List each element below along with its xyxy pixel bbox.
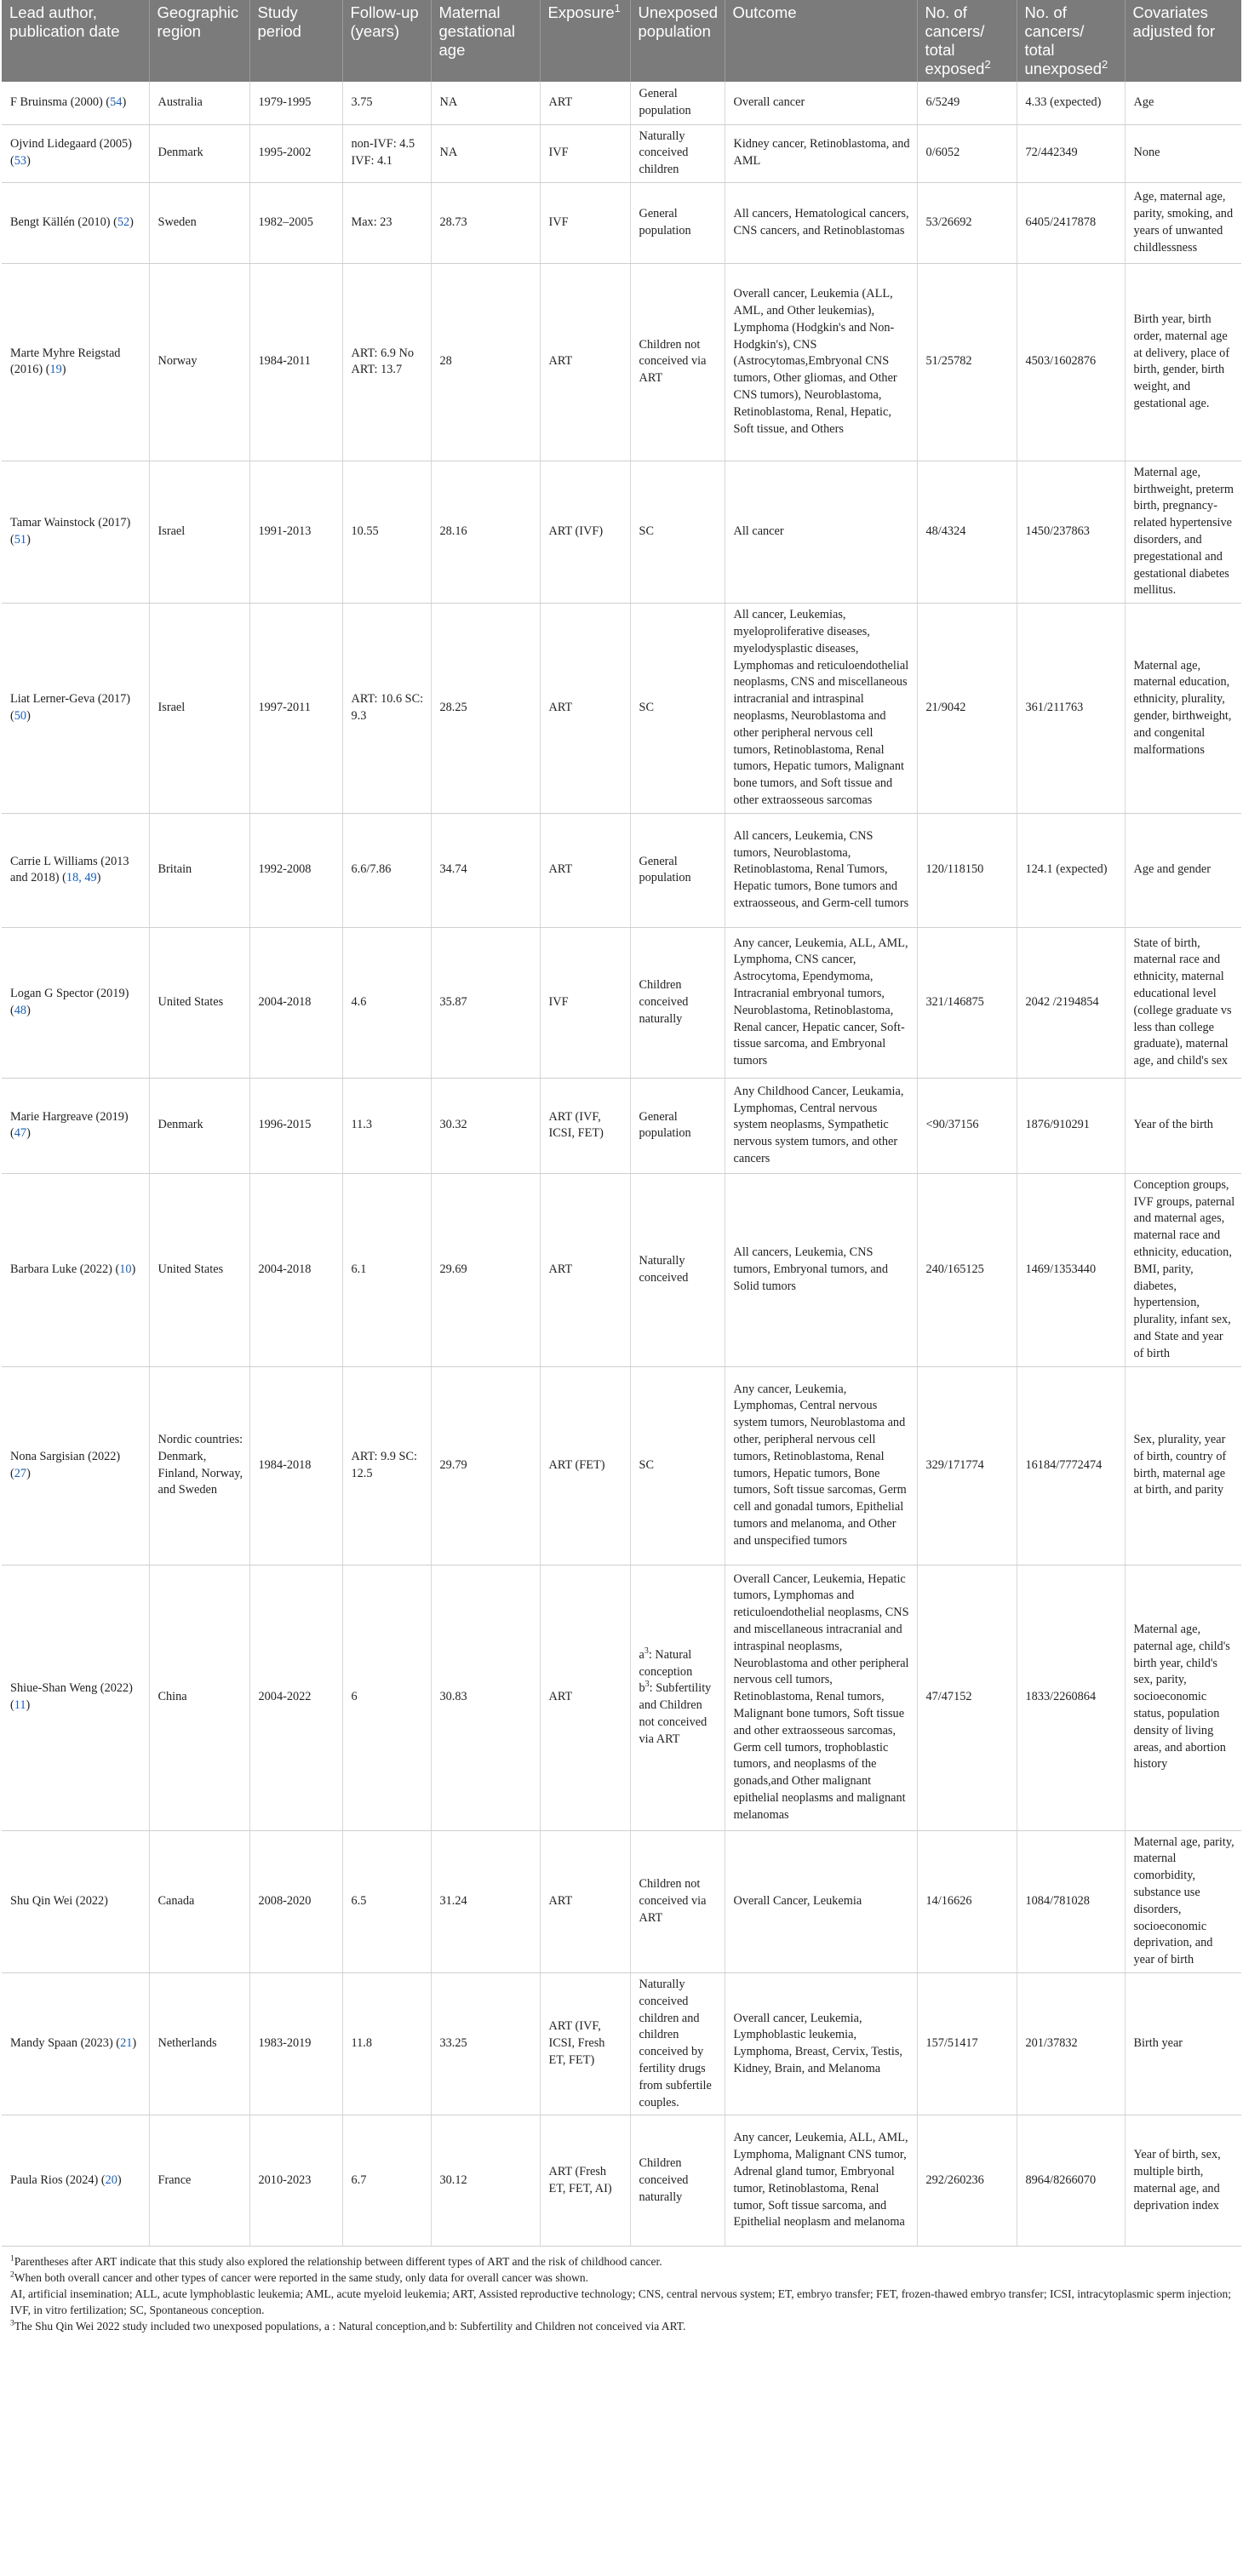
author-cell: Bengt Källén (2010) (52)	[2, 182, 149, 263]
period-cell: 2010-2023	[249, 2115, 342, 2247]
outcome-cell: Overall Cancer, Leukemia	[725, 1830, 917, 1972]
period-cell: 2004-2022	[249, 1565, 342, 1830]
unexposed-count-cell: 16184/7772474	[1017, 1366, 1125, 1565]
region-cell: Denmark	[149, 1078, 249, 1173]
reference-link[interactable]: 19	[49, 363, 62, 377]
maternal-age-cell: 30.12	[431, 2115, 540, 2247]
region-cell: China	[149, 1565, 249, 1830]
outcome-cell: Overall Cancer, Leukemia, Hepatic tumors, Lymphomas and reticuloendothelial neoplasms, CNS and miscellaneous intracranial and intraspinal neoplasms, Neuroblastoma and other peripheral nervous cell tumors, Retinoblastoma, Renal tumors, Malignant bone tumors, Soft tissue and other extraosseous sarcomas, Germ cell tumors, trophoblastic tumors, and neoplasms of the gonads,and Other malignant epithelial neoplasms and malignant melanomas	[725, 1565, 917, 1830]
author-cell: Tamar Wainstock (2017) (51)	[2, 461, 149, 603]
table-row	[2, 1366, 1241, 1565]
region-cell: France	[149, 2115, 249, 2247]
maternal-age-cell: 29.79	[431, 1366, 540, 1565]
reference-link[interactable]: 11	[14, 1698, 26, 1713]
covariates-cell: Age and gender	[1125, 813, 1241, 927]
maternal-age-cell: 29.69	[431, 1173, 540, 1366]
table-row	[2, 1565, 1241, 1830]
followup-cell: 6.5	[342, 1830, 431, 1972]
region-cell: United States	[149, 927, 249, 1078]
followup-cell: 6.1	[342, 1173, 431, 1366]
maternal-age-cell: 28	[431, 263, 540, 461]
outcome-cell: Overall cancer, Leukemia, Lymphoblastic leukemia, Lymphoma, Breast, Cervix, Testis, Kidney, Brain, and Melanoma	[725, 1972, 917, 2115]
exposure-cell: IVF	[540, 124, 630, 182]
author-cell: Shiue-Shan Weng (2022) (11)	[2, 1565, 149, 1830]
outcome-cell: Any cancer, Leukemia, ALL, AML, Lymphoma, Malignant CNS tumor, Adrenal gland tumor, Embryonal tumor, Retinoblastoma, Renal tumor, Soft tissue sarcoma, and Epithelial neoplasm and melanoma	[725, 2115, 917, 2247]
followup-cell: Max: 23	[342, 182, 431, 263]
outcome-cell: All cancers, Hematological cancers, CNS cancers, and Retinoblastomas	[725, 182, 917, 263]
unexposed-cell: Children not conceived via ART	[630, 1830, 725, 1972]
covariates-cell: Sex, plurality, year of birth, country of birth, maternal age at birth, and parity	[1125, 1366, 1241, 1565]
author-cell: Nona Sargisian (2022) (27)	[2, 1366, 149, 1565]
period-cell: 2004-2018	[249, 927, 342, 1078]
unexposed-cell: Naturally conceived children	[630, 124, 725, 182]
unexposed-count-cell: 1469/1353440	[1017, 1173, 1125, 1366]
unexposed-cell: SC	[630, 461, 725, 603]
author-cell: Marte Myhre Reigstad (2016) (19)	[2, 263, 149, 461]
exposure-cell: ART	[540, 1830, 630, 1972]
exposure-cell: ART (IVF, ICSI, FET)	[540, 1078, 630, 1173]
unexposed-count-cell: 361/211763	[1017, 604, 1125, 814]
covariates-cell: Maternal age, birthweight, preterm birth, pregnancy-related hypertensive disorders, and pregestational and gestational diabetes mellitus.	[1125, 461, 1241, 603]
followup-cell: 3.75	[342, 82, 431, 124]
period-cell: 1982–2005	[249, 182, 342, 263]
covariates-cell: Birth year	[1125, 1972, 1241, 2115]
outcome-cell: Overall cancer, Leukemia (ALL, AML, and Other leukemias), Lymphoma (Hodgkin's and Non-Hodgkin's), CNS (Astrocytomas,Embryonal CNS tumors, Other gliomas, and Other CNS tumors), Neuroblastoma, Retinoblastoma, Renal, Hepatic, Soft tissue, and Others	[725, 263, 917, 461]
outcome-cell: All cancer	[725, 461, 917, 603]
header-covariates: Covariates adjusted for	[1125, 0, 1241, 82]
region-cell: Canada	[149, 1830, 249, 1972]
unexposed-cell: General population	[630, 1078, 725, 1173]
region-cell: Britain	[149, 813, 249, 927]
region-cell: Sweden	[149, 182, 249, 263]
unexposed-count-cell: 1084/781028	[1017, 1830, 1125, 1972]
outcome-cell: Any Childhood Cancer, Leukamia, Lymphomas, Central nervous system neoplasms, Sympathetic nervous system tumors, and other cancers	[725, 1078, 917, 1173]
outcome-cell: Kidney cancer, Retinoblastoma, and AML	[725, 124, 917, 182]
period-cell: 1991-2013	[249, 461, 342, 603]
author-cell: Paula Rios (2024) (20)	[2, 2115, 149, 2247]
outcome-cell: Overall cancer	[725, 82, 917, 124]
unexposed-cell: General population	[630, 82, 725, 124]
maternal-age-cell: 30.32	[431, 1078, 540, 1173]
reference-link[interactable]: 10	[119, 1262, 132, 1276]
author-cell: Liat Lerner-Geva (2017) (50)	[2, 604, 149, 814]
period-cell: 1984-2018	[249, 1366, 342, 1565]
followup-cell: non-IVF: 4.5 IVF: 4.1	[342, 124, 431, 182]
unexposed-count-cell: 4503/1602876	[1017, 263, 1125, 461]
exposure-cell: IVF	[540, 927, 630, 1078]
exposed-count-cell: 321/146875	[917, 927, 1017, 1078]
study-table	[2, 0, 1241, 2247]
maternal-age-cell: 28.73	[431, 182, 540, 263]
maternal-age-cell: 33.25	[431, 1972, 540, 2115]
reference-link[interactable]: 27	[14, 1466, 27, 1480]
reference-link[interactable]: 18, 49	[66, 871, 97, 885]
author-cell: Mandy Spaan (2023) (21)	[2, 1972, 149, 2115]
footnote-abbreviations: AI, artificial insemination; ALL, acute lymphoblastic leukemia; AML, acute myeloid leukemia; ART, Assisted reproductive technology; CNS, central nervous system; ET, embryo transfer; FET, frozen-thawed embryo transfer; ICSI, intracytoplasmic sperm injection; IVF, in vitro fertilization; SC, Spontaneous conception.	[10, 2287, 1231, 2317]
exposed-count-cell: 14/16626	[917, 1830, 1017, 1972]
exposure-cell: ART (FET)	[540, 1366, 630, 1565]
followup-cell: 4.6	[342, 927, 431, 1078]
maternal-age-cell: 34.74	[431, 813, 540, 927]
table-row	[2, 1078, 1241, 1173]
exposed-count-cell: 47/47152	[917, 1565, 1017, 1830]
covariates-cell: Age	[1125, 82, 1241, 124]
exposed-count-cell: 0/6052	[917, 124, 1017, 182]
period-cell: 1983-2019	[249, 1972, 342, 2115]
outcome-cell: All cancer, Leukemias, myeloproliferative diseases, myelodysplastic diseases, Lymphomas and reticuloendothelial neoplasms, CNS and miscellaneous intracranial and intraspinal neoplasms, Neuroblastoma and other peripheral nervous cell tumors, Retinoblastoma, Renal tumors, Hepatic tumors, Malignant bone tumors, and Soft tissue and other extraosseous sarcomas	[725, 604, 917, 814]
header-followup: Follow-up (years)	[342, 0, 431, 82]
header-maternal-age: Maternal gestational age	[431, 0, 540, 82]
covariates-cell: Age, maternal age, parity, smoking, and years of unwanted childlessness	[1125, 182, 1241, 263]
unexposed-cell: Children conceived naturally	[630, 927, 725, 1078]
region-cell: Israel	[149, 604, 249, 814]
header-author: Lead author, publication date	[2, 0, 149, 82]
table-footnotes	[2, 2247, 1241, 2334]
exposed-count-cell: 51/25782	[917, 263, 1017, 461]
maternal-age-cell: 35.87	[431, 927, 540, 1078]
covariates-cell: State of birth, maternal race and ethnicity, maternal educational level (college graduate vs less than college graduate), maternal age, and child's sex	[1125, 927, 1241, 1078]
header-exposure: Exposure$^1$	[540, 0, 630, 82]
period-cell: 2008-2020	[249, 1830, 342, 1972]
maternal-age-cell: 28.25	[431, 604, 540, 814]
region-cell: Denmark	[149, 124, 249, 182]
table-row	[2, 263, 1241, 461]
followup-cell: 6	[342, 1565, 431, 1830]
period-cell: 2004-2018	[249, 1173, 342, 1366]
outcome-cell: Any cancer, Leukemia, ALL, AML, Lymphoma, CNS cancer, Astrocytoma, Ependymoma, Intracranial embryonal tumors, Neuroblastoma, Retinoblastoma, Renal cancer, Hepatic cancer, Soft-tissue sarcoma, and Embryonal tumors	[725, 927, 917, 1078]
exposure-cell: ART (IVF, ICSI, Fresh ET, FET)	[540, 1972, 630, 2115]
header-unexposed: Unexposed population	[630, 0, 725, 82]
table-row	[2, 927, 1241, 1078]
table-row	[2, 124, 1241, 182]
header-unexposed-count: No. of cancers/ total unexposed$^2$	[1017, 0, 1125, 82]
period-cell: 1984-2011	[249, 263, 342, 461]
exposure-cell: ART (IVF)	[540, 461, 630, 603]
region-cell: Israel	[149, 461, 249, 603]
unexposed-cell: General population	[630, 813, 725, 927]
followup-cell: ART: 6.9 No ART: 13.7	[342, 263, 431, 461]
unexposed-cell: Children not conceived via ART	[630, 263, 725, 461]
table-row	[2, 461, 1241, 603]
table-row	[2, 182, 1241, 263]
unexposed-count-cell: 8964/8266070	[1017, 2115, 1125, 2247]
author-cell: Carrie L Williams (2013 and 2018) (18, 49)	[2, 813, 149, 927]
reference-link[interactable]: 53	[14, 154, 27, 169]
author-cell: Logan G Spector (2019) (48)	[2, 927, 149, 1078]
covariates-cell: Maternal age, parity, maternal comorbidity, substance use disorders, socioeconomic deprivation, and year of birth	[1125, 1830, 1241, 1972]
followup-cell: 11.8	[342, 1972, 431, 2115]
reference-link[interactable]: 51	[14, 533, 27, 547]
reference-link[interactable]: 52	[117, 215, 130, 229]
period-cell: 1992-2008	[249, 813, 342, 927]
unexposed-cell: SC	[630, 1366, 725, 1565]
period-cell: 1979-1995	[249, 82, 342, 124]
exposed-count-cell: 48/4324	[917, 461, 1017, 603]
followup-cell: 6.7	[342, 2115, 431, 2247]
exposed-count-cell: 53/26692	[917, 182, 1017, 263]
outcome-cell: All cancers, Leukemia, CNS tumors, Neuroblastoma, Retinoblastoma, Renal Tumors, Hepatic tumors, Bone tumors and extraosseous, and Germ-cell tumors	[725, 813, 917, 927]
exposure-cell: ART	[540, 1173, 630, 1366]
unexposed-count-cell: 2042 /2194854	[1017, 927, 1125, 1078]
table-row	[2, 1972, 1241, 2115]
table-row	[2, 82, 1241, 124]
period-cell: 1995-2002	[249, 124, 342, 182]
covariates-cell: Conception groups, IVF groups, paternal and maternal ages, maternal race and ethnicity, education, BMI, parity, diabetes, hypertension, plurality, infant sex, and State and year of birth	[1125, 1173, 1241, 1366]
covariates-cell: Year of the birth	[1125, 1078, 1241, 1173]
unexposed-count-cell: 124.1 (expected)	[1017, 813, 1125, 927]
exposure-cell: IVF	[540, 182, 630, 263]
reference-link[interactable]: 48	[14, 1003, 27, 1017]
reference-link[interactable]: 47	[14, 1126, 27, 1141]
author-cell: Barbara Luke (2022) (10)	[2, 1173, 149, 1366]
header-exposed-count: No. of cancers/ total exposed$^2$	[917, 0, 1017, 82]
period-cell: 1996-2015	[249, 1078, 342, 1173]
table-row	[2, 1173, 1241, 1366]
unexposed-cell: Naturally conceived	[630, 1173, 725, 1366]
exposure-cell: ART	[540, 1565, 630, 1830]
table-container	[2, 0, 1241, 2334]
region-cell: Australia	[149, 82, 249, 124]
followup-cell: 10.55	[342, 461, 431, 603]
unexposed-cell: SC	[630, 604, 725, 814]
unexposed-cell: General population	[630, 182, 725, 263]
covariates-cell: None	[1125, 124, 1241, 182]
header-region: Geographic region	[149, 0, 249, 82]
period-cell: 1997-2011	[249, 604, 342, 814]
unexposed-count-cell: 4.33 (expected)	[1017, 82, 1125, 124]
header-period: Study period	[249, 0, 342, 82]
covariates-cell: Year of birth, sex, multiple birth, maternal age, and deprivation index	[1125, 2115, 1241, 2247]
exposure-cell: ART (Fresh ET, FET, AI)	[540, 2115, 630, 2247]
unexposed-count-cell: 72/442349	[1017, 124, 1125, 182]
maternal-age-cell: 30.83	[431, 1565, 540, 1830]
reference-link[interactable]: 21	[120, 2036, 133, 2051]
reference-link[interactable]: 20	[105, 2172, 117, 2187]
author-cell: Marie Hargreave (2019) (47)	[2, 1078, 149, 1173]
maternal-age-cell: NA	[431, 82, 540, 124]
exposed-count-cell: 120/118150	[917, 813, 1017, 927]
unexposed-cell: $a^3$: Natural conception $b^3$: Subfertility and Children not conceived via ART	[630, 1565, 725, 1830]
author-cell: Shu Qin Wei (2022)	[2, 1830, 149, 1972]
outcome-cell: Any cancer, Leukemia, Lymphomas, Central nervous system tumors, Neuroblastoma and other, peripheral nervous cell tumors, Retinoblastoma, Renal tumors, Hepatic tumors, Bone tumors, Soft tissue sarcomas, Germ cell and gonadal tumors, Epithelial tumors and melanoma, and Other and unspecified tumors	[725, 1366, 917, 1565]
outcome-cell: All cancers, Leukemia, CNS tumors, Embryonal tumors, and Solid tumors	[725, 1173, 917, 1366]
footnote-1: $^1$Parentheses after ART indicate that this study also explored the relationship between different types of ART and the risk of childhood cancer.	[10, 2254, 662, 2269]
unexposed-count-cell: 1833/2260864	[1017, 1565, 1125, 1830]
header-outcome: Outcome	[725, 0, 917, 82]
exposed-count-cell: <90/37156	[917, 1078, 1017, 1173]
exposed-count-cell: 21/9042	[917, 604, 1017, 814]
unexposed-count-cell: 6405/2417878	[1017, 182, 1125, 263]
followup-cell: ART: 9.9 SC: 12.5	[342, 1366, 431, 1565]
table-row	[2, 2115, 1241, 2247]
region-cell: United States	[149, 1173, 249, 1366]
exposure-cell: ART	[540, 604, 630, 814]
region-cell: Norway	[149, 263, 249, 461]
unexposed-count-cell: 1876/910291	[1017, 1078, 1125, 1173]
table-row	[2, 1830, 1241, 1972]
exposed-count-cell: 157/51417	[917, 1972, 1017, 2115]
header-row	[2, 0, 1241, 82]
region-cell: Nordic countries: Denmark, Finland, Norway, and Sweden	[149, 1366, 249, 1565]
author-cell: F Bruinsma (2000) (54)	[2, 82, 149, 124]
exposure-cell: ART	[540, 263, 630, 461]
unexposed-cell: Children conceived naturally	[630, 2115, 725, 2247]
exposed-count-cell: 329/171774	[917, 1366, 1017, 1565]
unexposed-count-cell: 1450/237863	[1017, 461, 1125, 603]
covariates-cell: Maternal age, paternal age, child's birth year, child's sex, parity, socioeconomic status, population density of living areas, and abortion history	[1125, 1565, 1241, 1830]
region-cell: Netherlands	[149, 1972, 249, 2115]
covariates-cell: Maternal age, maternal education, ethnicity, plurality, gender, birthweight, and congenital malformations	[1125, 604, 1241, 814]
reference-link[interactable]: 54	[110, 94, 123, 109]
exposed-count-cell: 6/5249	[917, 82, 1017, 124]
followup-cell: 11.3	[342, 1078, 431, 1173]
followup-cell: 6.6/7.86	[342, 813, 431, 927]
covariates-cell: Birth year, birth order, maternal age at delivery, place of birth, gender, birth weight, and gestational age.	[1125, 263, 1241, 461]
table-row	[2, 604, 1241, 814]
reference-link[interactable]: 50	[14, 709, 27, 724]
exposed-count-cell: 240/165125	[917, 1173, 1017, 1366]
exposure-cell: ART	[540, 82, 630, 124]
followup-cell: ART: 10.6 SC: 9.3	[342, 604, 431, 814]
exposed-count-cell: 292/260236	[917, 2115, 1017, 2247]
unexposed-count-cell: 201/37832	[1017, 1972, 1125, 2115]
maternal-age-cell: NA	[431, 124, 540, 182]
maternal-age-cell: 31.24	[431, 1830, 540, 1972]
author-cell: Ojvind Lidegaard (2005) (53)	[2, 124, 149, 182]
table-row	[2, 813, 1241, 927]
footnote-3: $^3$The Shu Qin Wei 2022 study included two unexposed populations, a : Natural conception,and b: Subfertility and Children not conceived via ART.	[10, 2319, 686, 2333]
unexposed-cell: Naturally conceived children and children conceived by fertility drugs from subfertile couples.	[630, 1972, 725, 2115]
footnote-2: $^2$When both overall cancer and other types of cancer were reported in the same study, only data for overall cancer was shown.	[10, 2270, 588, 2285]
maternal-age-cell: 28.16	[431, 461, 540, 603]
exposure-cell: ART	[540, 813, 630, 927]
